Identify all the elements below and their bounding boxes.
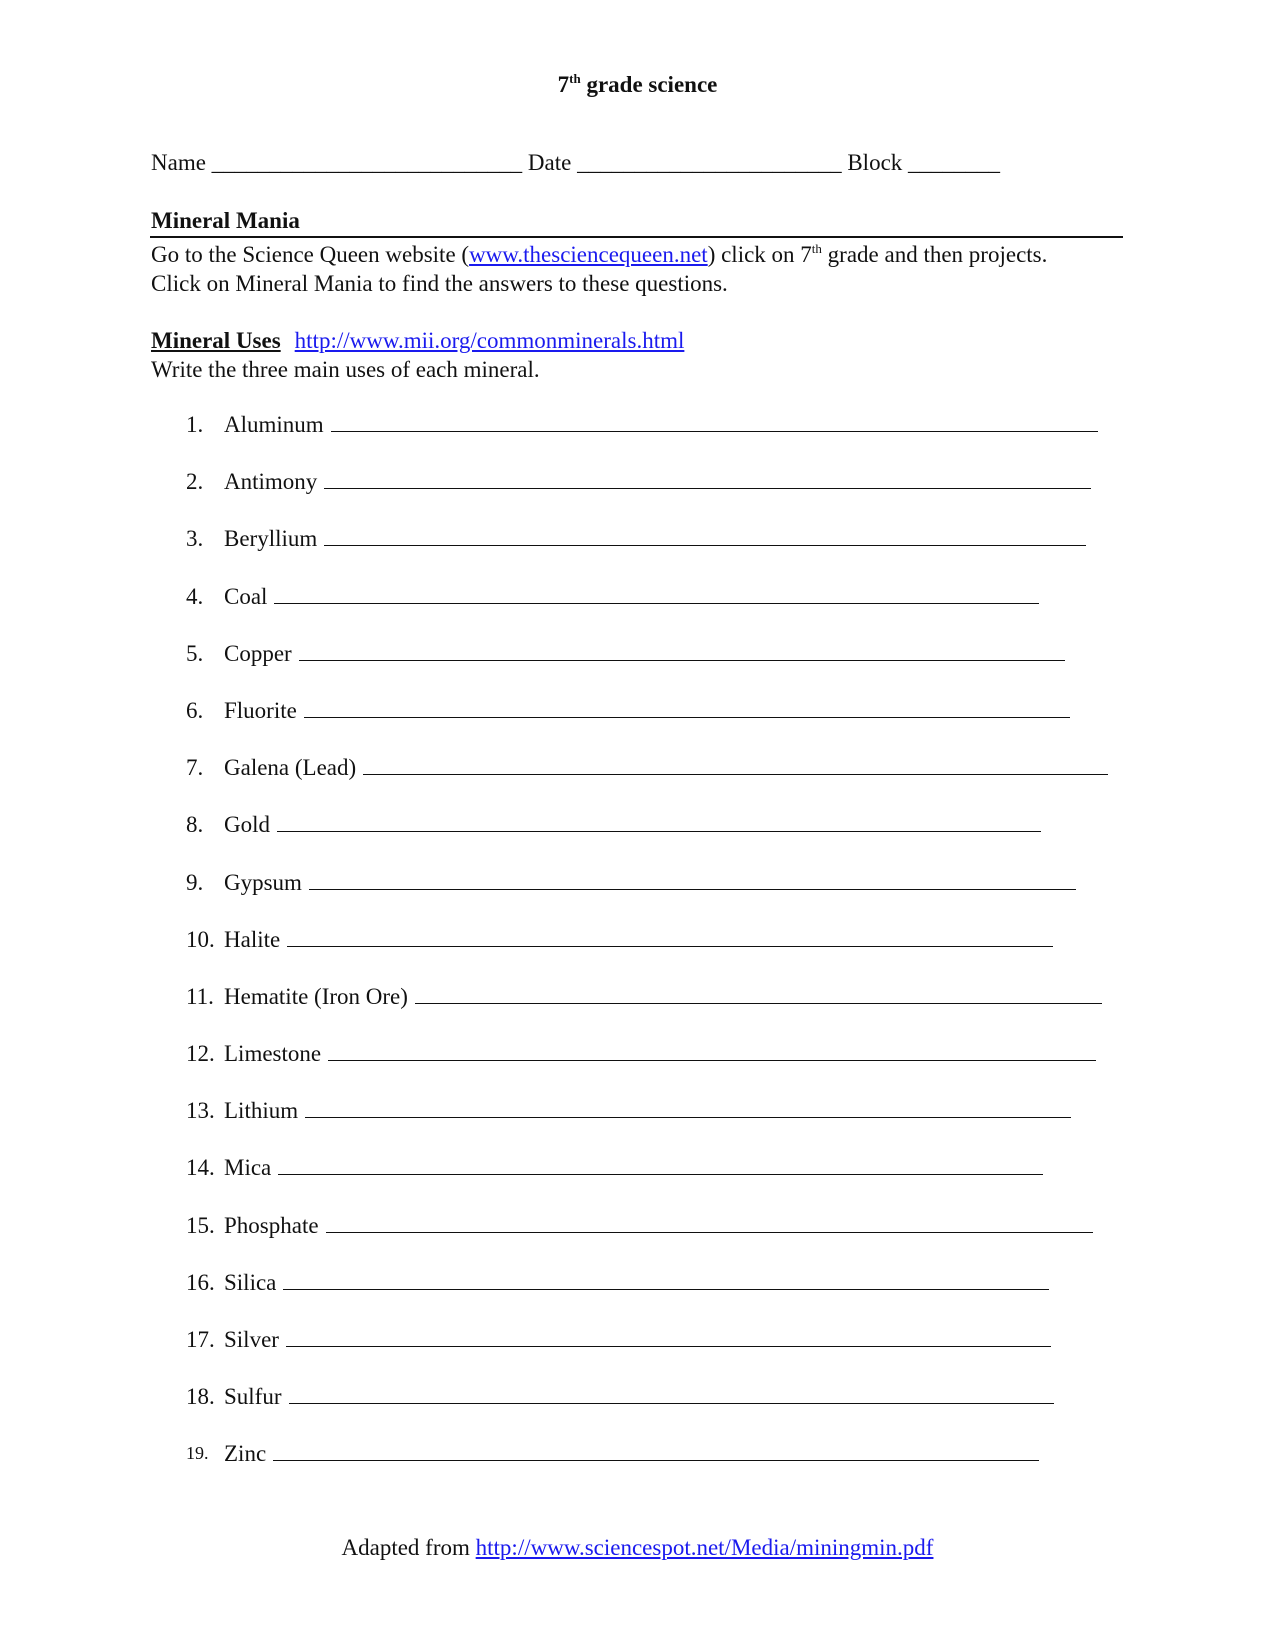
question-item (151, 1153, 1131, 1210)
question-item (151, 524, 1131, 581)
question-item (151, 1039, 1131, 1096)
question-item (151, 1382, 1131, 1439)
answer-blank[interactable] (324, 468, 1091, 489)
intro-superscript: th (811, 241, 822, 256)
question-item (151, 696, 1131, 753)
question-item (151, 1211, 1131, 1268)
question-number: 4. (186, 583, 204, 609)
mineral-name: Aluminum (224, 412, 324, 437)
mineral-name: Phosphate (224, 1212, 319, 1238)
student-info-fields[interactable]: Name ___________________________ Date _______________________ Block ________ (151, 150, 1001, 175)
mineral-name: Limestone (224, 1041, 322, 1067)
question-label (224, 1439, 1039, 1468)
question-number: 18. (186, 1384, 215, 1410)
sciencespot-link[interactable]: http://www.sciencespot.net/Media/miningmin.pdf (475, 1535, 934, 1560)
question-label (224, 582, 1039, 611)
question-item (151, 1096, 1131, 1153)
question-number: 19. (186, 1443, 209, 1464)
answer-blank[interactable] (278, 1154, 1043, 1175)
answer-blank[interactable] (309, 869, 1076, 890)
question-item (151, 1325, 1131, 1382)
question-label (224, 925, 1053, 954)
question-number: 17. (186, 1327, 215, 1352)
intro-paragraph (151, 240, 1081, 298)
mineral-name: Gold (224, 812, 270, 838)
question-label (224, 639, 1065, 668)
question-item (151, 582, 1131, 639)
question-item (151, 868, 1131, 925)
subsection-title: Mineral Uses (151, 328, 281, 353)
question-number: 14. (186, 1155, 215, 1181)
question-label (224, 1325, 1051, 1354)
answer-blank[interactable] (287, 926, 1053, 947)
answer-blank[interactable] (273, 1440, 1039, 1461)
title-text: grade science (580, 72, 718, 97)
mineral-uses-heading (151, 326, 684, 355)
answer-blank[interactable] (274, 583, 1039, 604)
question-item (151, 925, 1131, 982)
question-number: 6. (186, 697, 204, 723)
mineral-name: Antimony (224, 469, 318, 495)
mineral-name: Fluorite (224, 697, 297, 723)
page-title (0, 71, 1275, 99)
intro-text-3: grade and then projects. Click on Mineral Mania to find the answers to these questions. (151, 242, 1048, 296)
answer-blank[interactable] (305, 1097, 1071, 1118)
question-number: 15. (186, 1212, 215, 1238)
question-number: 12. (186, 1041, 215, 1067)
question-number: 8. (186, 812, 204, 838)
question-item (151, 982, 1131, 1039)
question-item (151, 467, 1131, 524)
mineral-name: Silver (224, 1327, 279, 1352)
question-label (224, 982, 1102, 1011)
answer-blank[interactable] (415, 983, 1102, 1004)
question-number: 1. (186, 412, 204, 437)
mineral-name: Gypsum (224, 869, 302, 895)
mineral-name: Hematite (Iron Ore) (224, 983, 408, 1009)
question-item (151, 1268, 1131, 1325)
question-label (224, 1039, 1096, 1068)
question-label (224, 1211, 1093, 1240)
question-label (224, 810, 1041, 839)
instruction-text: Write the three main uses of each mineral. (151, 357, 540, 382)
question-item (151, 639, 1131, 696)
question-number: 11. (186, 983, 214, 1009)
intro-text-1: Go to the Science Queen website ( (151, 242, 470, 267)
answer-blank[interactable] (277, 811, 1041, 832)
mineral-name: Zinc (224, 1441, 267, 1467)
question-number: 16. (186, 1269, 215, 1295)
mii-minerals-link[interactable]: http://www.mii.org/commonminerals.html (294, 328, 685, 353)
question-label (224, 1153, 1043, 1182)
question-number: 7. (186, 755, 204, 781)
question-label (224, 696, 1070, 725)
answer-blank[interactable] (328, 1040, 1096, 1061)
question-number: 3. (186, 526, 204, 552)
answer-blank[interactable] (304, 697, 1070, 718)
question-number: 13. (186, 1098, 215, 1124)
question-item (151, 753, 1131, 810)
question-number: 2. (186, 469, 204, 495)
footer-attribution (0, 1533, 1275, 1562)
question-label (224, 1382, 1054, 1411)
question-list (151, 410, 1131, 1497)
answer-blank[interactable] (326, 1212, 1093, 1233)
section-title: Mineral Mania (151, 208, 300, 233)
title-superscript: th (569, 71, 581, 86)
question-number: 10. (186, 926, 215, 952)
section-divider (150, 236, 1123, 238)
science-queen-link[interactable]: www.thesciencequeen.net (469, 242, 708, 267)
question-label (224, 868, 1076, 897)
question-label (224, 1096, 1071, 1125)
footer-prefix: Adapted from (341, 1535, 476, 1560)
question-label (224, 410, 1098, 439)
answer-blank[interactable] (324, 525, 1086, 546)
mineral-name: Galena (Lead) (224, 755, 357, 781)
mineral-name: Mica (224, 1155, 272, 1181)
answer-blank[interactable] (289, 1383, 1055, 1404)
answer-blank[interactable] (363, 754, 1108, 775)
answer-blank[interactable] (299, 640, 1065, 661)
answer-blank[interactable] (283, 1269, 1049, 1290)
title-number: 7 (557, 72, 570, 97)
intro-text-2: ) click on 7 (707, 242, 812, 267)
mineral-name: Halite (224, 926, 281, 952)
answer-blank[interactable] (286, 1326, 1051, 1347)
question-item (151, 810, 1131, 867)
mineral-name: Sulfur (224, 1384, 282, 1410)
answer-blank[interactable] (331, 411, 1098, 432)
question-label (224, 467, 1091, 496)
mineral-name: Coal (224, 583, 268, 609)
mineral-name: Copper (224, 640, 292, 666)
question-label (224, 753, 1108, 782)
mineral-name: Lithium (224, 1098, 299, 1124)
mineral-name: Silica (224, 1269, 277, 1295)
question-label (224, 524, 1086, 553)
mineral-name: Beryllium (224, 526, 318, 552)
question-item (151, 1439, 1131, 1496)
question-label (224, 1268, 1049, 1297)
question-number: 9. (186, 869, 204, 895)
question-number: 5. (186, 640, 204, 666)
question-item (151, 410, 1131, 467)
